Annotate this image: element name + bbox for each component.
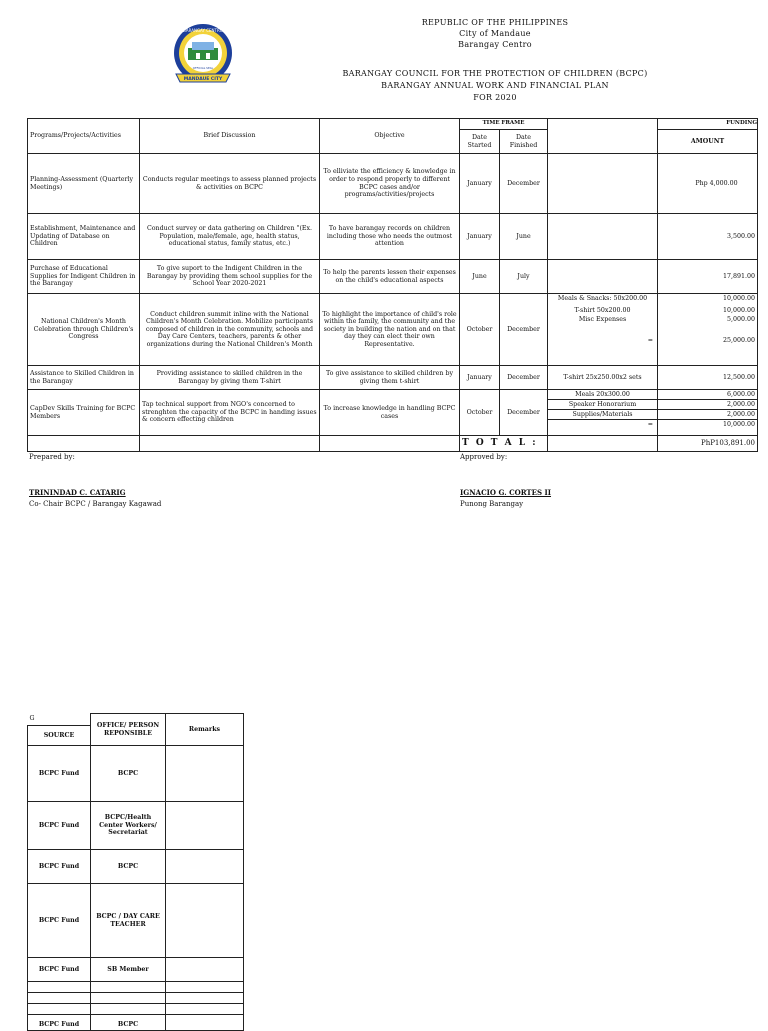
amount-cell: [658, 294, 758, 366]
barangay-seal-icon: [170, 22, 236, 88]
objective-cell: To elliviate the efficiency & knowledge in order to respond properly to different BCPC cases and/or programs/activities/projects: [320, 154, 460, 214]
header-republic: REPUBLIC OF THE PHILIPPINES: [421, 18, 569, 27]
table-row: [28, 746, 244, 802]
total-blank: [548, 436, 658, 452]
header-programs: Programs/Projects/Activities: [28, 119, 140, 154]
program-cell: Planning-Assessment (Quarterly Meetings): [28, 154, 140, 214]
item-label: Misc Expenses: [578, 316, 627, 323]
table-row: [28, 214, 758, 260]
program-cell: CapDev Skills Training for BCPC Members: [28, 390, 140, 436]
total-row: [28, 436, 758, 452]
source-cell: [28, 982, 91, 993]
approved-title: Punong Barangay: [460, 500, 524, 508]
brief-cell: Conducts regular meetings to assess planned projects & activities on BCPC: [140, 154, 320, 214]
objective-cell: To increase knowledge in handling BCPC cases: [320, 390, 460, 436]
amount-cell: [658, 390, 758, 436]
approved-by-label: Approved by:: [460, 453, 508, 461]
amount-list: [658, 390, 757, 429]
item-cell: [548, 260, 658, 294]
office-cell: BCPC: [91, 746, 166, 802]
source-cell: BCPC Fund: [28, 802, 91, 850]
brief-cell: Providing assistance to skilled children in the Barangay by giving them T-shirt: [140, 366, 320, 390]
date-finished-cell: December: [500, 390, 548, 436]
program-cell: Establishment, Maintenance and Updating of Database on Children: [28, 214, 140, 260]
source-cell: [28, 993, 91, 1004]
header-office: OFFICE/ PERSON REPONSIBLE: [91, 714, 166, 746]
item-amount: 10,000.00: [722, 295, 756, 302]
item-amount: 25,000.00: [722, 337, 756, 344]
prepared-by-label: Prepared by:: [29, 453, 75, 461]
objective-cell: To highlight the importance of child's role within the family, the community and the society in building the nation and on that day they can elect their own Representative.: [320, 294, 460, 366]
prepared-name: TRININDAD C. CATARIG: [29, 488, 126, 497]
office-cell: BCPC / DAY CARE TEACHER: [91, 884, 166, 958]
date-finished-cell: December: [500, 154, 548, 214]
header-time-frame: TIME FRAME: [460, 119, 548, 130]
header-date-started: Date Started: [460, 130, 500, 154]
objective-cell: To give assistance to skilled children by giving them t-shirt: [320, 366, 460, 390]
office-cell: [91, 982, 166, 993]
table-row: [28, 884, 244, 958]
objective-cell: To help the parents lessen their expenses on the child's educational aspects: [320, 260, 460, 294]
item-cell: [548, 214, 658, 260]
office-cell: BCPC: [91, 1015, 166, 1031]
item-label: Supplies/Materials: [548, 410, 657, 420]
amount-list: [658, 294, 757, 345]
amount-cell: 17,891.00: [658, 260, 758, 294]
table-row: [28, 1015, 244, 1031]
header-plan-title: BARANGAY ANNUAL WORK AND FINANCIAL PLAN: [381, 81, 609, 90]
item-amount: 6,000.00: [658, 390, 757, 400]
header-date-finished: Date Finished: [500, 130, 548, 154]
total-blank: [320, 436, 460, 452]
item-amount: 10,000.00: [722, 307, 756, 314]
brief-cell: Tap technical support from NGO's concerned to strenghten the capacity of the BCPC in handing issues & concern effecting children: [140, 390, 320, 436]
table-row: [28, 260, 758, 294]
amount-cell: Php 4,000.00: [658, 154, 758, 214]
source-cell: BCPC Fund: [28, 958, 91, 982]
date-finished-cell: June: [500, 214, 548, 260]
office-cell: [91, 993, 166, 1004]
seal-ribbon-text: MANDAUE CITY: [183, 77, 223, 82]
remarks-cell: [166, 1004, 244, 1015]
office-cell: BCPC/Health Center Workers/ Secretariat: [91, 802, 166, 850]
total-blank: [140, 436, 320, 452]
item-label: Meals 20x300.00: [548, 390, 657, 400]
remarks-cell: [166, 746, 244, 802]
prepared-title: Co- Chair BCPC / Barangay Kagawad: [29, 500, 162, 508]
header-city: City of Mandaue: [459, 29, 531, 38]
date-started-cell: January: [460, 366, 500, 390]
program-cell: Purchase of Educational Supplies for Indigent Children in the Barangay: [28, 260, 140, 294]
item-amount: 5,000.00: [726, 316, 756, 323]
seal-top-text: BARANGAY CENTRO: [183, 28, 223, 33]
header-funding: FUNDING: [658, 119, 758, 130]
seal-inner-text: OFFICIAL SEAL: [192, 66, 214, 70]
item-list: [548, 390, 657, 429]
item-cell: [548, 154, 658, 214]
remarks-cell: [166, 1015, 244, 1031]
table-row: [28, 982, 244, 993]
total-blank: [28, 436, 140, 452]
table-row: [28, 802, 244, 850]
total-label: T O T A L :: [460, 436, 548, 452]
remarks-cell: [166, 850, 244, 884]
item-label: Speaker Honorarium: [548, 400, 657, 410]
table-row: [28, 154, 758, 214]
header-objective: Objective: [320, 119, 460, 154]
table-row: [28, 390, 758, 436]
brief-cell: To give suport to the Indigent Children in the Barangay by providing them school supplies for the School Year 2020-2021: [140, 260, 320, 294]
source-cell: [28, 1004, 91, 1015]
date-started-cell: October: [460, 390, 500, 436]
item-label: Meals & Snacks: 50x200.00: [557, 295, 648, 302]
cut-header: G: [28, 714, 91, 726]
source-cell: BCPC Fund: [28, 746, 91, 802]
date-finished-cell: December: [500, 294, 548, 366]
date-started-cell: October: [460, 294, 500, 366]
table-row: [28, 1004, 244, 1015]
table-row: [28, 958, 244, 982]
source-cell: BCPC Fund: [28, 1015, 91, 1031]
item-cell: [548, 294, 658, 366]
office-cell: SB Member: [91, 958, 166, 982]
item-label: =: [647, 421, 654, 428]
header-remarks: Remarks: [166, 714, 244, 746]
office-cell: BCPC: [91, 850, 166, 884]
remarks-cell: [166, 958, 244, 982]
amount-cell: 12,500.00: [658, 366, 758, 390]
office-cell: [91, 1004, 166, 1015]
work-plan-table: [27, 118, 758, 452]
remarks-cell: [166, 982, 244, 993]
total-amount: PhP103,891.00: [658, 436, 758, 452]
objective-cell: To have barangay records on children including those who needs the outmost attention: [320, 214, 460, 260]
remarks-cell: [166, 802, 244, 850]
item-cell: [548, 390, 658, 436]
source-cell: BCPC Fund: [28, 884, 91, 958]
remarks-cell: [166, 884, 244, 958]
program-cell: National Children's Month Celebration through Children's Congress: [28, 294, 140, 366]
header-barangay: Barangay Centro: [458, 40, 532, 49]
header-amount: AMOUNT: [658, 130, 758, 154]
item-label: =: [647, 337, 654, 344]
remarks-cell: [166, 993, 244, 1004]
item-cell: T-shirt 25x250.00x2 sets: [548, 366, 658, 390]
amount-cell: 3,500.00: [658, 214, 758, 260]
table-row: [28, 993, 244, 1004]
header-year: FOR 2020: [473, 93, 517, 102]
header-source: SOURCE: [28, 726, 91, 746]
table-row: [28, 366, 758, 390]
header-council: BARANGAY COUNCIL FOR THE PROTECTION OF CHILDREN (BCPC): [342, 69, 648, 78]
date-started-cell: January: [460, 154, 500, 214]
item-label: T-shirt 50x200.00: [574, 307, 631, 314]
date-finished-cell: December: [500, 366, 548, 390]
source-cell: BCPC Fund: [28, 850, 91, 884]
table-row: [28, 850, 244, 884]
date-started-cell: June: [460, 260, 500, 294]
brief-cell: Conduct children summit inline with the National Children's Month Celebration. Mobilize participants composed of children in the community, schools and Day Care Centers, teachers, parents & other organizations during the National Children's Month: [140, 294, 320, 366]
date-started-cell: January: [460, 214, 500, 260]
item-list: [548, 294, 657, 345]
funding-source-table: [27, 713, 244, 1031]
date-finished-cell: July: [500, 260, 548, 294]
item-amount: 2,000.00: [658, 410, 757, 420]
header-blank: [548, 119, 658, 154]
approved-name: IGNACIO G. CORTES II: [460, 488, 552, 497]
program-cell: Assistance to Skilled Children in the Barangay: [28, 366, 140, 390]
brief-cell: Conduct survey or data gathering on Children "(Ex. Population, male/female, age, health status, educational status, family status, etc.): [140, 214, 320, 260]
item-amount: 2,000.00: [658, 400, 757, 410]
header-brief: Brief Discussion: [140, 119, 320, 154]
item-amount: 10,000.00: [722, 421, 756, 428]
table-row: [28, 294, 758, 366]
